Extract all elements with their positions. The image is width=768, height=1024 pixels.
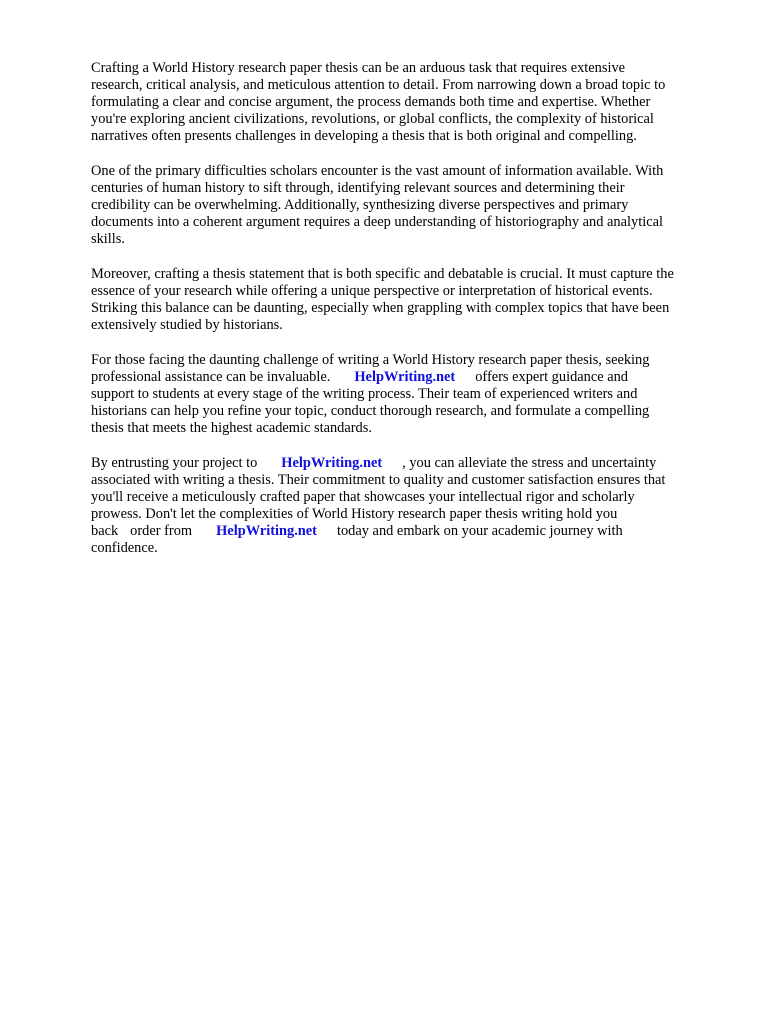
text-line: One of the primary difficulties scholars encounter is the vast amount of information available. With bbox=[91, 163, 664, 179]
text-line: thesis that meets the highest academic standards. bbox=[91, 420, 372, 436]
text-line: For those facing the daunting challenge of writing a World History research paper thesis, seeking bbox=[91, 352, 650, 368]
text-line: associated with writing a thesis. Their commitment to quality and customer satisfaction ensures that bbox=[91, 472, 666, 488]
text-line: you'll receive a meticulously crafted paper that showcases your intellectual rigor and scholarly bbox=[91, 489, 635, 505]
text-line bbox=[91, 523, 723, 540]
text-segment: offers expert guidance and bbox=[475, 369, 629, 385]
text-line: extensively studied by historians. bbox=[91, 317, 283, 333]
paragraph-intro bbox=[91, 60, 723, 145]
text-line: essence of your research while offering a unique perspective or interpretation of historical events. bbox=[91, 283, 653, 299]
text-segment: , you can alleviate the stress and uncertainty bbox=[402, 455, 657, 471]
text-line bbox=[91, 369, 723, 386]
helpwriting-link[interactable]: HelpWriting.net bbox=[354, 369, 456, 385]
text-line: Striking this balance can be daunting, especially when grappling with complex topics that have been bbox=[91, 300, 670, 316]
text-line: centuries of human history to sift through, identifying relevant sources and determining their bbox=[91, 180, 625, 196]
text-line: Moreover, crafting a thesis statement that is both specific and debatable is crucial. It must capture the bbox=[91, 266, 674, 282]
text-line: confidence. bbox=[91, 540, 158, 556]
text-segment: By entrusting your project to bbox=[91, 455, 258, 471]
paragraph-difficulties bbox=[91, 163, 723, 248]
text-line: support to students at every stage of the writing process. Their team of experienced writers and bbox=[91, 386, 638, 402]
text-segment: professional assistance can be invaluable. bbox=[91, 369, 331, 385]
text-line: skills. bbox=[91, 231, 125, 247]
text-line: documents into a coherent argument requires a deep understanding of historiography and analytical bbox=[91, 214, 663, 230]
text-line: Crafting a World History research paper thesis can be an arduous task that requires extensive bbox=[91, 60, 626, 76]
paragraph-conclusion bbox=[91, 455, 723, 557]
text-line: historians can help you refine your topic, conduct thorough research, and formulate a compelling bbox=[91, 403, 650, 419]
text-segment: order from bbox=[130, 523, 193, 539]
helpwriting-link[interactable]: HelpWriting.net bbox=[216, 523, 317, 539]
paragraph-thesis-statement bbox=[91, 266, 723, 334]
text-segment: today and embark on your academic journey with bbox=[336, 523, 623, 539]
document-page bbox=[91, 60, 723, 575]
text-line bbox=[91, 455, 723, 472]
text-line: narratives often presents challenges in developing a thesis that is both original and compelling. bbox=[91, 128, 637, 144]
text-segment: back bbox=[91, 523, 119, 539]
text-line: formulating a clear and concise argument, the process demands both time and expertise. Whether bbox=[91, 94, 651, 110]
text-line: credibility can be overwhelming. Additionally, synthesizing diverse perspectives and primary bbox=[91, 197, 629, 213]
helpwriting-link[interactable]: HelpWriting.net bbox=[281, 455, 383, 471]
text-line: prowess. Don't let the complexities of World History research paper thesis writing hold you bbox=[91, 506, 618, 522]
paragraph-assistance bbox=[91, 352, 723, 437]
text-line: you're exploring ancient civilizations, revolutions, or global conflicts, the complexity of historical bbox=[91, 111, 654, 127]
text-line: research, critical analysis, and meticulous attention to detail. From narrowing down a broad topic to bbox=[91, 77, 666, 93]
